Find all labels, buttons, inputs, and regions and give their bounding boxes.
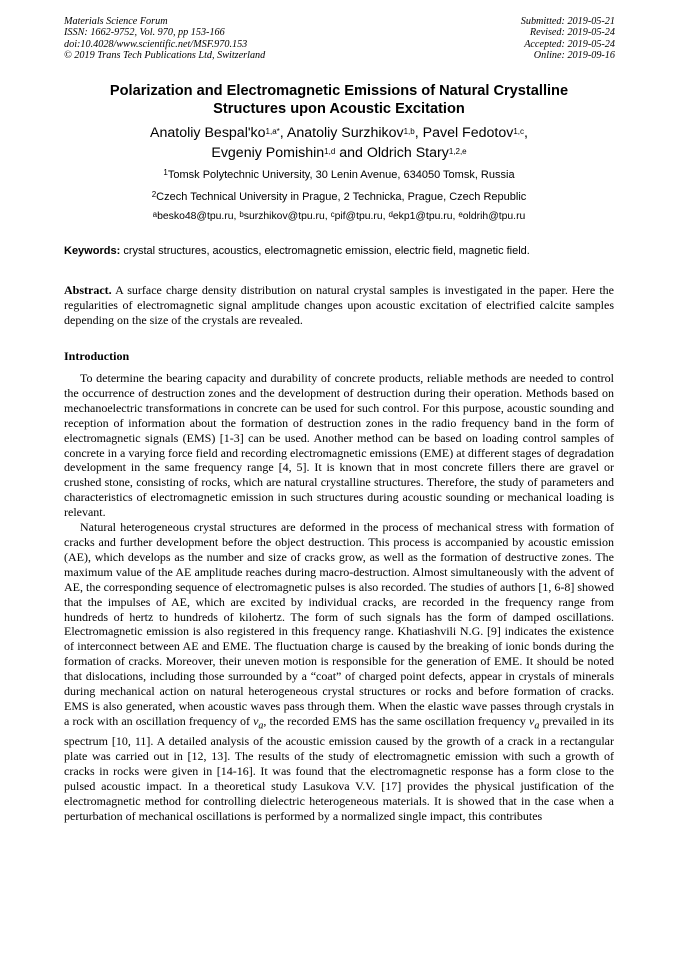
author-affiliation-marker: 1,b — [403, 127, 415, 136]
doi-link[interactable]: doi:10.4028/www.scientific.net/MSF.970.153 — [64, 38, 248, 50]
author-affiliation-marker: 1,d — [324, 146, 336, 156]
paragraph-text: prevailed in its spectrum [10, 11]. A detailed analysis of the acoustic emission caused by the growth of a crack in a rectangular plate was carried out in [12, 13]. The results of the study of electromagnetic emission with such a growth of cracks in rocks were given in [14-16]. It was found that the electromagnetic response has a form close to the pulsed acoustic impact. In a theoretical study Lasukova V.V. [17] provides the physical justification of the electromagnetic method for controlling dielectric heterogeneous materials. It is showed that in the case when a perturbation of mechanical oscillations is performed by a normalized single impact, this contributes — [64, 713, 614, 823]
author-separator: , — [279, 125, 287, 141]
author-separator: , — [524, 125, 528, 141]
author-name: Anatoliy Surzhikov — [286, 125, 404, 141]
author-name: Evgeniy Pomishin — [211, 144, 325, 161]
keywords-label: Keywords: — [64, 245, 121, 257]
paragraph — [64, 520, 614, 824]
email-link[interactable]: besko48@tpu.ru — [157, 211, 234, 222]
paragraph-text: Natural heterogeneous crystal structures are deformed in the process of mechanical stress with formation of cracks and further development before the object destruction. This process is accompanied by acoustic emission (AE), which develops as the number and size of cracks grow, as well as the formation of destructive zones. The maximum value of the AE amplitude reaches during macro-destruction. Almost simultaneously with the advent of AE, the corresponding sequence of electromagnetic pulses is also recorded. The studies of authors [1, 6-8] showed that the impulses of AE, which are excited by individual cracks, are recorded in the frequency range from hundreds of hertz to hundreds of kilohertz. The form of such signals has the form of damped oscillations. Electromagnetic emission is also registered in this frequency range. Khatiashvili N.G. [9] indicates the existence of interconnect between AE and EME. The fluctuation charge is caused by the breaking of ionic bonds during the formation of cracks. Moreover, their uneven motion is responsible for the generation of EME. It should be noted that dislocations, including those surrounded by a “coat” of charged point defects, appear in crystals of minerals during mechanical action on natural heterogeneous crystal structures or rocks and before formation of cracks. EMS is also generated, when acoustic waves pass through them. When the elastic wave passes through crystals in a rock with an oscillation frequency of — [64, 520, 614, 728]
affiliation-marker: 1 — [163, 168, 168, 177]
abstract-label: Abstract. — [64, 283, 112, 297]
title-line-1: Polarization and Electromagnetic Emissions of Natural Crystalline — [109, 83, 569, 99]
submission-dates — [521, 16, 615, 62]
author-separator: and — [335, 144, 367, 161]
author-name: Anatoliy Bespal'ko — [150, 125, 266, 141]
affiliation-text: Czech Technical University in Prague, 2 Technicka, Prague, Czech Republic — [156, 191, 527, 203]
author-list — [70, 124, 608, 163]
journal-info — [64, 16, 265, 62]
copyright: © 2019 Trans Tech Publications Ltd, Switzerland — [64, 50, 266, 62]
email-link[interactable]: oldrih@tpu.ru — [462, 211, 526, 222]
keywords-text: crystal structures, acoustics, electromagnetic emission, electric field, magnetic field. — [123, 245, 530, 257]
keywords — [64, 244, 616, 258]
author-affiliation-marker: 1,a* — [265, 127, 280, 136]
section-heading-introduction: Introduction — [64, 349, 130, 363]
email-link[interactable]: surzhikov@tpu.ru — [243, 211, 325, 222]
affiliation-marker: 2 — [151, 190, 157, 199]
email-link[interactable]: ekp1@tpu.ru — [392, 211, 453, 222]
email-marker: d — [388, 210, 393, 219]
introduction-body — [64, 371, 614, 824]
author-name: Pavel Fedotov — [422, 125, 514, 141]
email-marker: a — [152, 210, 158, 219]
author-affiliation-marker: 1,2,e — [448, 146, 467, 156]
abstract-text: A surface charge density distribution on natural crystal samples is investigated in the paper. Here the regularities of electromagnetic signal amplitude changes upon acoustic excitation of electrified calcite samples depending on the size of the crystals are revealed. — [64, 283, 614, 327]
email-link[interactable]: pif@tpu.ru — [334, 211, 383, 222]
online-date: Online: 2019-09-16 — [533, 50, 615, 62]
author-line-2 — [70, 144, 608, 164]
accepted-date: Accepted: 2019-05-24 — [524, 38, 615, 50]
email-marker: c — [330, 210, 335, 219]
author-name: Oldrich Stary — [366, 144, 449, 161]
title-line-2: Structures upon Acoustic Excitation — [213, 101, 465, 117]
abstract — [64, 283, 614, 328]
frequency-symbol: $\nu_a$ — [253, 713, 264, 732]
author-emails: $^a$besko48@tpu.ru, $^b$surzhikov@tpu.ru, $^c$pif@tpu.ru, $^d$ekp1@tpu.ru, $^e$oldrih@tpu.ru — [152, 210, 526, 222]
email-marker: e — [458, 210, 463, 219]
journal-name: Materials Science Forum — [64, 16, 168, 27]
paper-title — [70, 82, 608, 118]
revised-date: Revised: 2019-05-24 — [529, 27, 615, 39]
affiliation-2 — [60, 190, 618, 204]
submitted-date: Submitted: 2019-05-21 — [520, 16, 615, 27]
author-affiliation-marker: 1,c — [513, 127, 524, 136]
author-separator: , — [414, 125, 423, 141]
affiliation-text: Tomsk Polytechnic University, 30 Lenin Avenue, 634050 Tomsk, Russia — [167, 169, 515, 181]
email-marker: b — [239, 210, 244, 219]
paragraph-text: , the recorded EMS has the same oscillation frequency — [263, 713, 529, 728]
issn-volume: ISSN: 1662-9752, Vol. 970, pp 153-166 — [64, 27, 225, 39]
frequency-symbol: $\nu_a$ — [529, 713, 540, 732]
affiliation-1 — [60, 168, 618, 182]
paragraph: To determine the bearing capacity and durability of concrete products, reliable methods are needed to control the occurrence of destruction zones and the development of destruction during their operation. Methods based on mechanoelectric transformations in concrete can be used for such control. For this purpose, acoustic sounding and reception of information about the formation of destruction zones in the radio frequency band in the form of electromagnetic signals (EMS) [1-3] can be used. Another method can be based on loading control samples of concrete in a varying force field and recording electromagnetic emissions (EME) at different stages of degradation development in the same frequency range [4, 5]. It is known that in most concrete fillers there are gravel or crushed stone, consisting of rocks, which are natural crystalline structures. Therefore, the study of parameters and characteristics of electromagnetic emission in such structures during acoustic sounding or mechanical loading is relevant. — [64, 371, 614, 520]
author-line-1 — [70, 124, 608, 144]
